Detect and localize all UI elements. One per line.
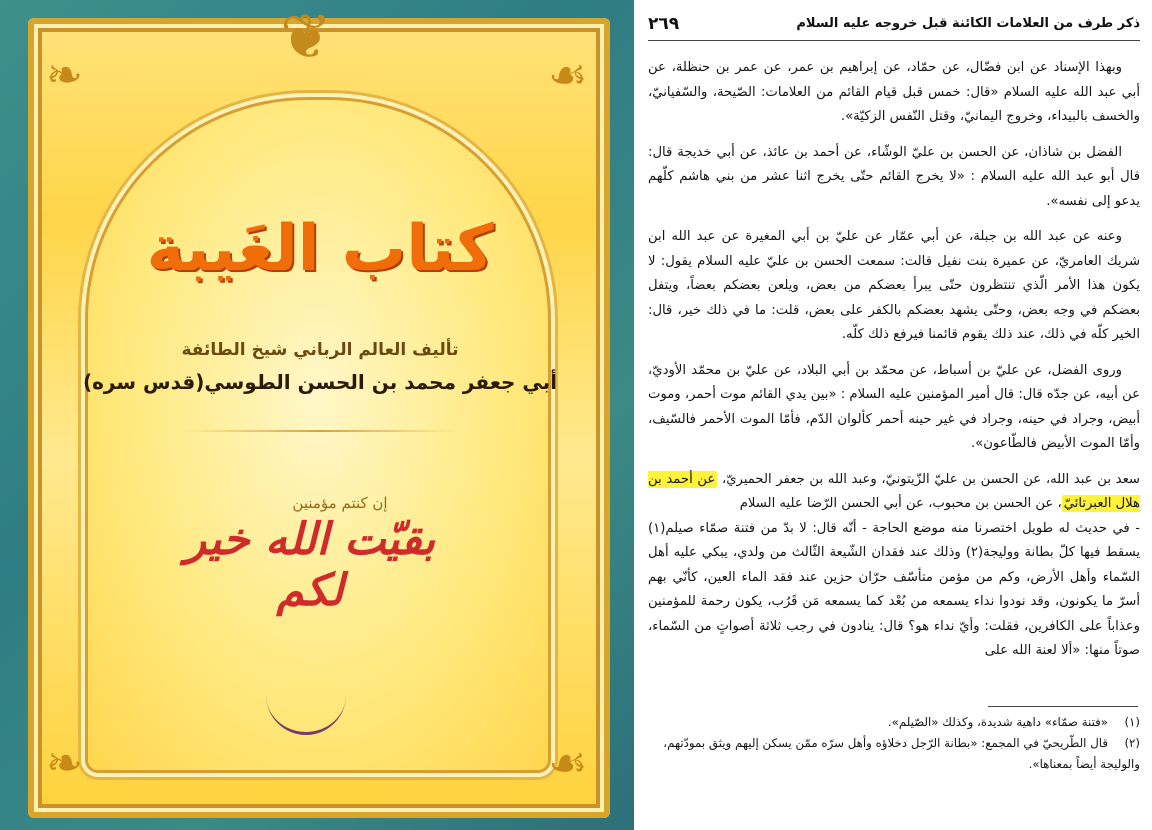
footnote-text: «فتنة صمّاء» داهية شديدة، وكذلك «الصّيلم». [887, 715, 1108, 729]
page-number: ٢٦٩ [648, 14, 680, 34]
footnote [648, 733, 1140, 775]
paragraph: وبهذا الإسناد عن ابن فضّال، عن حمّاد، عن إبراهيم بن عمر، عن عمر بن حنظلة، عن أبي عبد الله عليه السلام «قال: خمس قبل قيام القائم من العلامات: الصّيحة، والسّفيانيّ، والخسف بالبيداء، وخروج اليمانيّ، وقتل النّفس الزكيّة». [648, 60, 1140, 124]
paragraph [648, 468, 1140, 517]
paragraph: الفضل بن شاذان، عن الحسن بن عليّ الوشّاء، عن أحمد بن عائذ، عن أبي خديجة قال: قال أبو عبد الله عليه السلام : «لا يخرج القائم حتّى يخرج اثنا عشر من بني هاشم كلّهم يدعو إلى نفسه». [648, 144, 1140, 209]
book-page [634, 0, 1152, 830]
corner-ornament-icon: ☙ [548, 738, 588, 789]
cover-title: كتاب الغَيبة [146, 212, 494, 286]
cover-author-line-2: أبي جعفر محمد بن الحسن الطوسي(قدس سره) [82, 370, 558, 394]
cover-divider [180, 430, 460, 432]
page-header [648, 14, 1140, 41]
cover-verse-calligraphy: بقيّت الله خير لكم [184, 514, 436, 616]
footnote-number: (٢) [1124, 736, 1140, 750]
running-title: ذكر طرف من العلامات الكائنة قبل خروجه عليه السلام [796, 16, 1140, 31]
paragraph-text: ، عن الحسن بن محبوب، عن أبي الحسن الرّضا عليه السلام [739, 496, 1062, 511]
cover-verse-small: إن كنتم مؤمنين [292, 494, 388, 512]
footnotes [648, 712, 1140, 775]
footnote-text: قال الطّريحيّ في المجمع: «بطانة الرّجل دخلاؤه وأهل سرّه ممّن يسكن إليهم ويثق بمودّتهم، والوليجة أيضاً بمعناها». [663, 736, 1140, 771]
corner-ornament-icon: ☙ [548, 50, 588, 101]
footnote [648, 712, 1140, 733]
highlighted-text: عن أحمد بن هلال العبرتائيّ [648, 471, 1140, 511]
corner-ornament-icon: ❧ [46, 50, 83, 101]
paragraph: وروى الفضل، عن عليّ بن أسباط، عن محمّد بن أبي البلاد، عن عليّ بن محمّد الأوديّ، عن أبيه، عن جدّه قال: قال أمير المؤمنين عليه السلام : «بين يدي القائم موت أحمر، وموت أبيض، وجراد في حينه، وجراد في غير حينه أحمر كألوان الدّم، فأمّا الموت الأحمر فالسّيف، وأمّا الموت الأبيض فالطّاعون». [648, 362, 1140, 451]
cover-author-line-1: تأليف العالم الرباني شيخ الطائفة [181, 340, 459, 360]
crown-ornament-icon: ❦ [280, 0, 332, 73]
corner-ornament-icon: ❧ [46, 738, 83, 789]
paragraph: وعنه عن عبد الله بن جبلة، عن أبي عمّار عن عليّ بن أبي المغيرة عن عبد الله ابن شريك العامريّ، عن عميرة بنت نفيل قالت: سمعت الحسن بن عليّ عليه السلام يقول: لا يكون هذا الأمر الّذي تنتظرون حتّى يبرأ بعضكم من بعض، ويلعن بعضكم بعضاً، ويتفل بعضكم في وجه بعض، وحتّى يشهد بعضكم بالكفر على بعض، قلت: ما في ذلك خير، قال: الخير كلّه في ذلك، عند ذلك يقوم قائمنا فيرفع ذلك كلّه. [648, 229, 1140, 342]
paragraph: - في حديث له طويل اختصرنا منه موضع الحاجة - أنّه قال: لا بدّ من فتنة صمّاء صيلم(١) يسقط فيها كلّ بطانة ووليجة(٢) وذلك عند فقدان الشّيعة الثّالث من ولدي، يبكي عليه أهل السّماء وأهل الأرض، وكم من مؤمن متأسّف حرّان حزين عند فقد الماء العين، كأنّي بهم أسرّ ما يكونون، وقد نودوا نداء يسمعه من بُعْد كما يسمعه مَن قَرُب، يكون رحمة للمؤمنين وعذاباً على الكافرين، فقلت: وأيّ نداء هو؟ قال: ينادون في رجب ثلاثة أصواتٍ من السّماء، صوتاً منها: «ألا لعنة الله على [648, 520, 1141, 658]
footnote-divider [988, 706, 1138, 707]
footnote-number: (١) [1124, 715, 1140, 729]
paragraph-text: سعد بن عبد الله، عن الحسن بن عليّ الزّيتونيّ، وعبد الله بن جعفر الحميريّ، [721, 471, 1140, 487]
page-body [648, 56, 1140, 664]
